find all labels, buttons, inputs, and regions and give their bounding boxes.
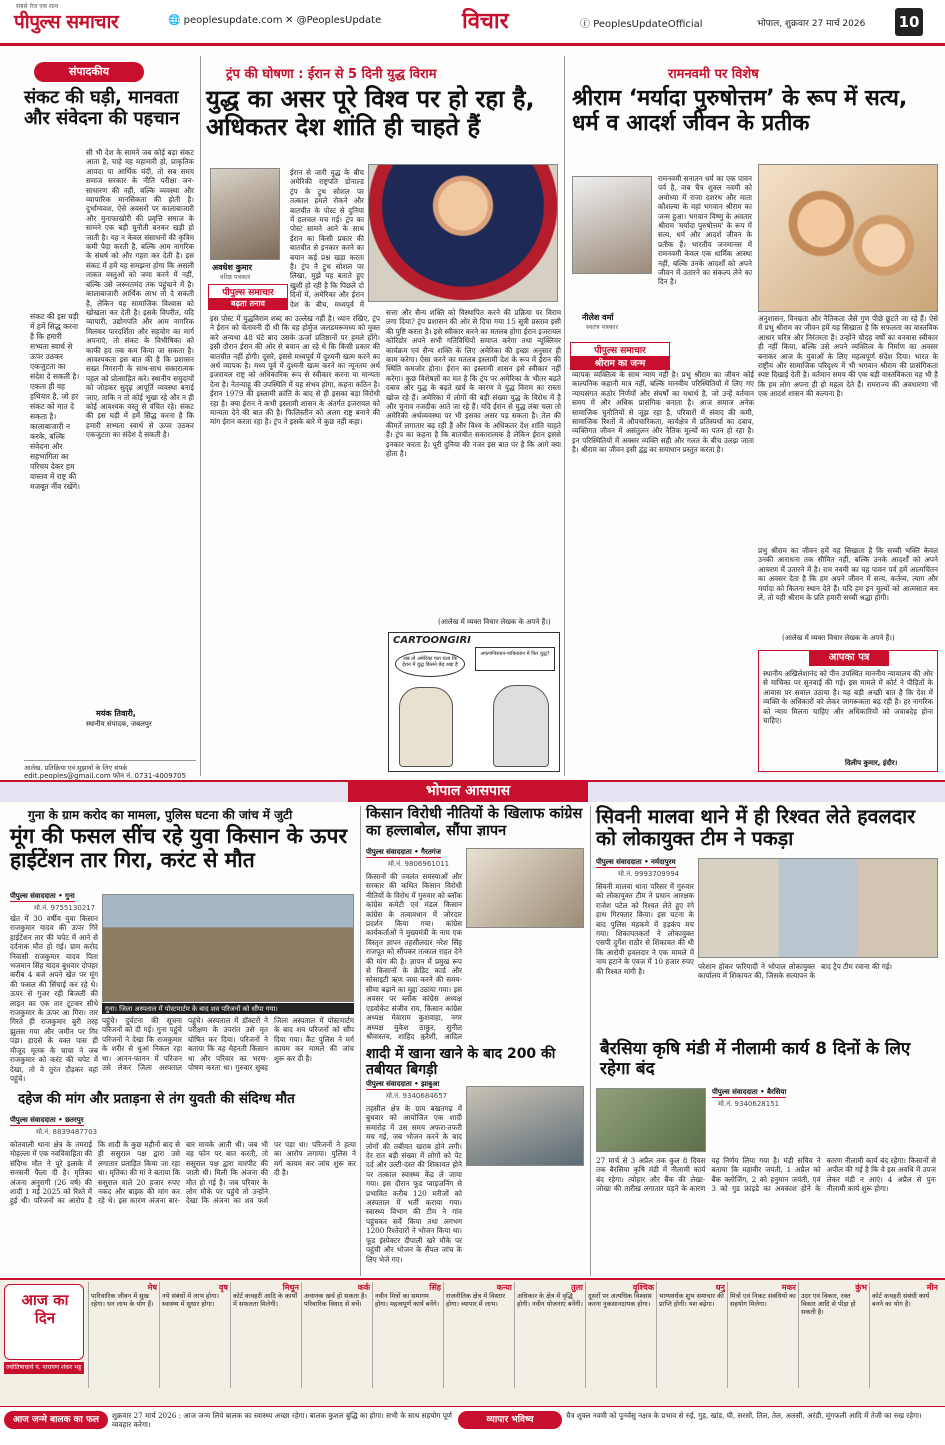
rashi-name: मिथुन bbox=[282, 1283, 299, 1292]
story-guna bbox=[6, 806, 356, 1086]
rashi-name: मेष bbox=[147, 1283, 157, 1292]
author-photo bbox=[572, 176, 652, 274]
letter-author: दिलीप कुमार, इंदौर। bbox=[845, 759, 898, 767]
story-photo bbox=[466, 1086, 584, 1166]
ram-article bbox=[568, 52, 940, 777]
signs-grid bbox=[88, 1282, 940, 1390]
story-byline: पीपुल्स संवाददाता • नर्मदापुरम bbox=[596, 858, 676, 866]
rashi-cell bbox=[372, 1282, 443, 1388]
story-photo bbox=[596, 1088, 706, 1152]
story-gairatganj bbox=[364, 806, 586, 1042]
rashi-cell bbox=[230, 1282, 301, 1388]
rashi-name: मीन bbox=[926, 1283, 938, 1292]
trade-label: व्यापार भविष्य bbox=[458, 1411, 562, 1429]
cartoon-label: CARTOONGIRI bbox=[393, 635, 471, 646]
story-photo bbox=[466, 848, 584, 928]
rashi-text: उदर एवं विकार, रक्त विकार आदि से पीड़ा हो सकती है। bbox=[801, 1292, 856, 1316]
contact-email[interactable]: edit.peoples@gmail.com फोन नं. 0731-4009705 bbox=[24, 772, 187, 780]
rashi-text: अधिकार के क्षेत्र में वृद्धि होगी। नवीन योजनाएं बनेंगी। bbox=[517, 1292, 583, 1308]
story-byline: पीपुल्स संवाददाता • झाबुआ bbox=[366, 1080, 440, 1088]
page-number: 10 bbox=[895, 8, 923, 36]
ram-kicker: रामनवमी पर विशेष bbox=[668, 67, 759, 82]
column-divider bbox=[360, 806, 361, 1276]
author-photo bbox=[210, 168, 280, 260]
rashi-cell bbox=[869, 1282, 940, 1388]
editorial-side-text: संकट की इस घड़ी में हमें सिद्ध करना है कि हमारी सभ्यता स्वार्थ से ऊपर उठकर एकजुटता का संदेश दे सकती है। एकता ही वह हथियार है, जो हर संकट को मात दे सकता है। कालाबाजारी न करके, बल्कि संवेदना और सहभागिता का परिचय देकर हम वास्तव में राष्ट्र की मजबूत नींव रखेंगे। bbox=[30, 312, 80, 491]
rashi-text: भाग्यवर्धक शुभ समाचार की प्राप्ति होगी। यश बढ़ेगा। bbox=[659, 1292, 724, 1308]
cartoon-figure-1 bbox=[399, 687, 453, 767]
column-divider bbox=[564, 56, 565, 776]
column-divider bbox=[590, 806, 591, 1276]
rashi-name: धनु bbox=[715, 1283, 725, 1292]
story-kicker: गुना के ग्राम करोद का मामला, पुलिस घटना की जांच में जुटी bbox=[28, 808, 293, 822]
rashi-name: कुंभ bbox=[855, 1283, 867, 1292]
letter-body: स्थानीय अखिलेशानंद को पीन उपस्थित माननीय न्यायालय की ओर से याचिका पर सुनवाई की गई। इस मामले में कोर्ट ने पीड़ितों के आवास पर सवाल उठाया है। यह बड़ी अच्छी बात है कि देश में व्यक्ति के अधिकारों को लेकर जागरूकता बढ़ रही है। हर नागरिक को न्याय मिलना चाहिए और अधिकारियों को जवाबदेह होना चाहिए। bbox=[763, 669, 933, 726]
rashi-text: मित्रों एवं निकट संबंधियों का सहयोग मिलेगा। bbox=[730, 1292, 796, 1308]
story-caption: गुना। जिला अस्पताल में पोस्टमार्टम के बाद शव परिजनों को सौंपा गया। bbox=[102, 1003, 354, 1014]
story-mobile: मो.नं. 9755130217 bbox=[34, 904, 96, 912]
paper-logo[interactable]: पीपुल्स समाचार bbox=[14, 11, 119, 33]
story-byline: पीपुल्स संवाददाता • गैरतगंज bbox=[366, 848, 441, 856]
rashi-cell bbox=[656, 1282, 727, 1388]
website-link[interactable]: 🌐 peoplesupdate.com bbox=[168, 15, 283, 26]
story-body: खेत में 30 वर्षीय युवा किसान राजकुमार यादव की ऊपर गिरे हाईटेंशन तार की चपेट में आने से दर्दनाक मौत हो गई। ग्राम करोद निवासी राजकुमार यादव पिता भजमान सिंह यादव बुधवार दोपहर करीब 4 बजे अपने खेत पर मूंग की फसल की सिंचाई कर रहे थे। ऊपर से गुजर रही बिजली की लाइन का एक तार टूटकर सीधे राजकुमार के ऊपर आ गिरा। तार गिरते ही राजकुमार बुरी तरह झुलस गया और जमीन पर गिर पड़ा। हादसे के वक्त पास ही मौजूद मृतक के चाचा ने जब राजकुमार को करंट की चपेट में देखा, तो वे तुरंत दौड़कर वहां पहुंचे। bbox=[10, 914, 98, 1083]
rashi-cell bbox=[727, 1282, 798, 1388]
story-chhatarpur bbox=[6, 1092, 356, 1272]
editorial-label: संपादकीय bbox=[34, 62, 144, 82]
rashi-name: सिंह bbox=[429, 1283, 441, 1292]
x-handle-link[interactable]: ✕ @PeoplesUpdate bbox=[285, 15, 382, 26]
story-headline: दहेज की मांग और प्रताड़ना से तंग युवती की संदिग्ध मौत bbox=[18, 1091, 295, 1107]
war-body-3: सत्ता और सैन्य शक्ति को विस्थापित करने की प्रक्रिया पर विराम लगा दिया? ट्रंप प्रशासन की ओर से दिया गया 15 सूत्री प्रस्ताव इसी की पुष्टि करता है। इसे स्वीकार करने का मतलब होगा ईरान इजरायल कोरिडोर अपने सभी गतिविधियों समाप्त करेगा तथा न्यूक्लियर कार्यक्रम एवं सैन्य शक्ति के लिए अमेरिका की इच्छा अनुसार ही काम करेगा। ऐसा करने का मतलब इस्लामी देश के रूप में ईरान की स्थिति कमजोर होना। ईरान का इस्लामी शासन इसे स्वीकार नहीं करेगा। कुछ विशेषज्ञों का मत है कि ट्रंप पर अमेरिका के भीतर बढ़ते दबाव और युद्ध के बढ़ते खर्च के कारण वे युद्ध विराम का रास्ता खोज रहे हैं। अमेरिका में लोगों की बड़ी संख्या युद्ध के विरोध में है और चुनाव नजदीक आते जा रहे हैं। यदि ईरान से युद्ध लंबा चला तो अमेरिकी अर्थव्यवस्था पर भी इसका असर पड़ सकता है। तेल की कीमतें लगातार बढ़ रही हैं और विश्व के अधिकतर देश शांति चाहते हैं। ट्रंप का कहना है कि बातचीत सकारात्मक है लेकिन ईरान इससे इनकार करता है। पूरी दुनिया की नजर इस बात पर है कि आगे क्या होता है। bbox=[386, 308, 561, 459]
editorial-author: मयंक तिवारी, bbox=[96, 709, 136, 718]
globe-icon: 🌐 bbox=[168, 15, 181, 26]
born-label: आज जन्मे बालक का फल bbox=[4, 1411, 108, 1429]
war-article bbox=[206, 52, 561, 777]
column-divider bbox=[200, 56, 201, 776]
war-author: अवधेश कुमार bbox=[212, 263, 252, 272]
rashi-name: मकर bbox=[781, 1283, 796, 1292]
rashi-name: कन्या bbox=[496, 1283, 512, 1292]
rashi-text: राजनीतिक क्षेत्र में विस्तार होगा। व्यापार में लाभ। bbox=[446, 1292, 506, 1308]
masthead bbox=[0, 0, 945, 46]
rashi-name: वृश्चिक bbox=[632, 1283, 654, 1292]
rashi-cell bbox=[798, 1282, 869, 1388]
story-mobile: मो.नं. 9993709994 bbox=[618, 870, 680, 878]
story-body: सिवनी मालवा थाना परिसर में गुरुवार को लोकायुक्त टीम ने प्रधान आरक्षक राजेश पटेल को रिश्वत लेते हुए रंगे हाथ गिरफ्तार किया। इस घटना के बाद पुलिस महकमे में हड़कंप मच गया। शिकायतकर्ता ने लोकायुक्त एसपी दुर्गेश राठौर से शिकायत की थी कि आरोपी हवलदार ने एक मामले में नाम हटाने के एवज में 10 हजार रुपए की रिश्वत मांगी है। bbox=[596, 882, 694, 976]
story-headline: सिवनी मालवा थाने में ही रिश्वत लेते हवलदार को लोकायुक्त टीम ने पकड़ा bbox=[596, 805, 916, 851]
rashi-name: कर्क bbox=[357, 1283, 370, 1292]
rashi-text: कोर्ट कचहरी आदि के कार्यों में सफलता मिलेगी। bbox=[233, 1292, 298, 1308]
war-body-1: ईरान से जारी युद्ध के बीच अमेरिकी राष्ट्रपति डोनाल्ड ट्रंप के ट्रूथ सोशल पर तत्काल हमले रोकने और बातचीत के पोस्ट से दुनिया में हलचल मच गई। ट्रंप का पोस्ट सामने आने के साथ ईरान का किसी प्रकार की बातचीत से इनकार करने का बयान कई प्रश्न खड़ा करता है। ट्रंप ने ट्रूथ सोशल पर लिखा, मुझे यह बताते हुए खुशी हो रही है कि पिछले दो दिनों में, अमेरिका और ईरान देश के बीच, मध्यपूर्व में bbox=[290, 168, 364, 308]
ram-body-2: अनुशासन, विनम्रता और नैतिकता जैसे गुण पीछे छूटते जा रहे हैं। ऐसे में प्रभु श्रीराम का जीवन हमें यह सिखाता है कि सफलता का वास्तविक आधार चरित्र और निरंतरता है। उन्होंने चौदह वर्षों का वनवास स्वीकार ही नहीं किया, बल्कि उसे अपने व्यक्तित्व के निर्माण का अवसर बनाकर आज के युवाओं के लिए महत्वपूर्ण संदेश दिया। भारत के राष्ट्रीय और सामाजिक परिदृश्य में भी भगवान श्रीराम की प्रासंगिकता स्पष्ट दिखाई देती है। वर्तमान समय की एक बड़ी वास्तविकता यह भी है कि हम लोग अपना ही हो महत्व देते हैं। रामराज्य की अवधारणा भी एक आदर्श शासन की कल्पना है। bbox=[758, 314, 938, 399]
war-badge: पीपुल्स समाचार बढ़ता तनाव bbox=[208, 284, 288, 310]
rashi-cell bbox=[443, 1282, 514, 1388]
rashi-text: पारिवारिक जीवन में सुख रहेगा। धन लाभ के योग हैं। bbox=[91, 1292, 154, 1308]
editorial-headline: संकट की घड़ी, मानवता और संवेदना की पहचान bbox=[24, 87, 180, 129]
war-body-2: इस पोस्ट में युद्धविराम शब्द का उल्लेख नहीं है। ध्यान रखिए, ट्रंप ने ईरान को चेतावनी दी थी कि वह होर्मुज जलडमरूमध्य को मुक्त करे अन्यथा 48 घंटे बाद उसके ऊर्जा प्रतिष्ठानों पर हमले होंगे। इसी दौरान ईरान की ओर से बयान आ रहे थे कि किसी प्रकार की बातचीत नहीं होगी। दूसरे, इससे मध्यपूर्व में दुश्मनी खत्म करने का अर्थ व्यापक है। मध्य पूर्व में दुश्मनी खत्म करने का न्यूनतम अर्थ इजरायल राष्ट्र को अधिकारिक रूप से स्वीकार करना या मान्यता देना है। नेतन्याहू की उपस्थिति में यह संभव होगा, कहना कठिन है। ईरान 1979 की इस्लामी क्रांति के बाद से ही इसका बड़ा विरोधी रहा है। क्या ईरान ने कभी इस्लामी शासन के अंतर्गत इजरायल को मान्यता देने की बात की है। फिलिस्तीन को अलग राष्ट्र बनाने की मांग ईरान करता रहा है। ट्रंप ने इसके बारे में कुछ नहीं कहा। bbox=[210, 314, 380, 427]
rashi-text: नये संबंधों में लाभ होगा। स्वास्थ्य में सुधार होगा। bbox=[162, 1292, 219, 1308]
cartoon-figure-2 bbox=[493, 685, 549, 767]
story-mobile: मो.नं. 9340684657 bbox=[386, 1092, 448, 1100]
astrologer: ज्योतिषाचार्य पं. नारायण शंकर भट्ट bbox=[4, 1362, 84, 1374]
ram-photo bbox=[758, 164, 938, 312]
born-text: शुक्रवार 27 मार्च 2026 : आज जन्म लिये बालक का स्वास्थ्य अच्छा रहेगा। बालक कुशल बुद्धि का होगा। सभी के साथ सहयोग पूर्ण व्यवहार करेगा। bbox=[112, 1411, 452, 1430]
facebook-link[interactable]: ⓕ PeoplesUpdateOfficial bbox=[580, 19, 703, 30]
local-band-title: भोपाल आसपास bbox=[348, 780, 588, 802]
story-jhabua bbox=[364, 1046, 586, 1274]
rashi-cell bbox=[159, 1282, 230, 1388]
cartoon-bubble-2: अफगानिस्तान-पाकिस्तान में फिर युद्ध? bbox=[475, 647, 555, 671]
rashi-text: अचानक खर्च हो सकता है। परिवारिक विवाद से बचें। bbox=[304, 1292, 367, 1308]
issue-date: भोपाल, शुक्रवार 27 मार्च 2026 bbox=[757, 19, 866, 29]
story-byline: पीपुल्स संवाददाता • गुना bbox=[10, 892, 75, 900]
editorial-author-place: स्थानीय संपादक, जबलपुर bbox=[86, 720, 152, 728]
footer-strip bbox=[0, 1406, 945, 1445]
story-headline: शादी में खाना खाने के बाद 200 की तबीयत बिगड़ी bbox=[366, 1046, 556, 1079]
ram-author-role: स्वतंत्र पत्रकार bbox=[586, 323, 619, 331]
story-byline: पीपुल्स संवाददाता • छतरपुर bbox=[10, 1116, 84, 1124]
story-body: तहसील क्षेत्र के ग्राम बखतगढ़ में बुधवार को आयोजित एक शादी समारोह में उस समय अफरा-तफरी मच गई, जब भोजन करने के बाद लोगों की तबीयत खराब होने लगी। देर रात बड़ी संख्या में लोगों को पेट दर्द और उल्टी-दस्त की शिकायत होने पर तत्काल स्वास्थ्य केंद्र ले जाया गया। इस दौरान फूड प्वाइजनिंग से प्रभावित करीब 120 मरीजों को अस्पताल में भर्ती कराया गया। स्वास्थ्य विभाग की टीम ने गांव पहुंचकर सर्वे किया तथा लगभग 1200 रिश्तेदारों ने भोजन किया था। फूड इंस्पेक्टर दीपाली खरे मौके पर पहुंची और भोजन के सैंपल जांच के लिए भेजे गए। bbox=[366, 1104, 462, 1264]
trade-text: चैत्र शुक्ल नवमी को पुनर्वसु नक्षत्र के प्रभाव से रुई, गुड़, खांड, घी, सरसों, तिल, तेल, अलसी, अरंडी, मूंगफली आदि में तेजी का रुख रहेगा। bbox=[566, 1411, 922, 1420]
cartoon-box bbox=[388, 632, 560, 772]
ram-author: नीलेश वर्मा bbox=[582, 313, 614, 322]
war-kicker: ट्रंप की घोषणा : ईरान से 5 दिनी युद्ध विराम bbox=[226, 67, 437, 82]
story-body: कोतवाली थाना क्षेत्र के तमराई मोहल्ला में एक नवविवाहिता की संदिग्ध मौत ने पूरे इलाके में सनसनी फैला दी है। मृतिका अंजना अनुरागी (26 वर्ष) की शादी 1 मई 2025 को रिश्ते में हुई थी। परिजनों का आरोप है कि शादी के कुछ महीनों बाद से ही ससुराल पक्ष द्वारा उसे लगातार प्रताड़ित किया जा रहा था। मृतिका की मां ने बताया कि ससुराल वाले 20 हजार रुपए नकद और बाइक की मांग कर रहे थे। इस कारण अंजना बार-बार मायके आती थी। जब भी वह फोन पर बात करती, तो ससुराल पक्ष द्वारा मारपीट की जाती थी। मिली कि अंजना की मौत हो गई है। जब परिवार के लोग मौके पर पहुंचे तो उन्होंने देखा कि अंजना का शव फर्श पर पड़ा था। परिजनों ने हत्या का आरोप लगाया। पुलिस ने मर्ग कायम कर जांच शुरू कर दी है। bbox=[10, 1140, 356, 1206]
rashi-cell bbox=[88, 1282, 159, 1388]
story-caption: परेशान होकर फरियादी ने भोपाल लोकायुक्त कार्यालय में शिकायत की, जिसके सत्यापन के बाद ट्रैप टीम रवाना की गई। bbox=[698, 962, 893, 981]
trump-photo bbox=[368, 164, 558, 302]
story-photo bbox=[102, 894, 354, 1002]
letter-title: आपका पत्र bbox=[809, 650, 889, 666]
rashi-cell bbox=[585, 1282, 656, 1388]
war-author-note: (आलेख में व्यक्त विचार लेखक के अपने हैं।) bbox=[438, 618, 551, 626]
rashi-name: वृष bbox=[218, 1283, 228, 1292]
section-title: विचार bbox=[462, 9, 509, 34]
war-headline: युद्ध का असर पूरे विश्व पर हो रहा है, अधिकतर देश शांति ही चाहते हैं bbox=[206, 85, 535, 141]
editorial-body: सी भी देश के सामने जब कोई बड़ा संकट आता है, चाहे वह महामारी हो, प्राकृतिक आपदा या आर्थिक मंदी, तो सब समय समाज सरकार के नीति परीक्षा जन-साधारण की नहीं, बल्कि व्यवस्था और व्यापारिक मानसिकता की होती है। दुर्भाग्यवश, ऐसे अवसरों पर कालाबाजारी और मुनाफाखोरी की प्रवृत्ति समाज के सामने एक बड़ी चुनौती बनकर खड़ी हो जाती है। यह न केवल संसाधनों की कृत्रिम कमी पैदा करती है, बल्कि आम नागरिक के संघर्ष को और गहरा कर देती है। इस संकट में हमें यह समझना होगा कि असली ताकत वस्तुओं को जमा करने में नहीं, बल्कि उसे जरूरतमंद तक पहुंचाने में है। कालाबाजारी आर्थिक लाभ तो दे सकती है, लेकिन यह सामाजिक विश्वास को खोखला कर देती है। इसके विपरीत, यदि व्यापारी, उद्योगपति और आम नागरिक मिलकर पारदर्शिता और सहयोग का मार्ग अपनाएं, तो संकट के विभीषिका को काफी हद तक कम किया जा सकता है। आवश्यकता इस बात की है कि प्रशासन सख्त निगरानी के साथ-साथ सकारात्मक पहल को प्रोत्साहित करे। स्थानीय समुदायों को जोड़कर सुदृढ़ आपूर्ति व्यवस्था बनाई जाए, ताकि न तो कोई भूखा रहे और न ही कोई आवश्यक वस्तु से वंचित रहे। संकट की इस घड़ी में हमें सिद्ध करना है कि हमारी सभ्यता स्वार्थ से ऊपर उठकर एकजुटता का संदेश दे सकती है। bbox=[86, 148, 194, 440]
facebook-icon: ⓕ bbox=[580, 19, 590, 30]
story-body: किसानों की ज्वलंत समस्याओं और सरकार की कथित किसान विरोधी नीतियों के विरोध में गुरुवार को ब्लॉक कांग्रेस कमेटी एवं मंडल किसान कांग्रेस के तत्वावधान में जोरदार प्रदर्शन किया गया। कांग्रेस कार्यकर्ताओं ने मुख्यमंत्री के नाम एक विस्तृत ज्ञापन तहसीलदार नरेश सिंह राजपूत को सौंपकर तत्काल राहत देने की मांग की है। ज्ञापन में प्रमुख रूप से किसानों के क्रेडिट कार्ड और सोसाइटी ऋण जमा करने की समय-सीमा बढ़ाने का मुद्दा उठाया गया। इस अवसर पर ब्लॉक कांग्रेस अध्यक्ष एडवोकेट संजीव राय, किसान कांग्रेस अध्यक्ष मेवाराम कुशवाहा, नगर अध्यक्ष मुकेश ठाकुर, सुनील श्रीवास्तव, शाहिद कुरैशी, आदिल bbox=[366, 872, 462, 1040]
aaj-ka-din-box bbox=[4, 1284, 84, 1360]
rashi-text: नवीन मित्रों का समागम होगा। महत्वपूर्ण कार्य बनेंगे। bbox=[375, 1292, 440, 1308]
story-berasia bbox=[594, 1040, 940, 1274]
aaj-ka-din-title: आज का दिन bbox=[21, 1291, 69, 1327]
ram-body-1: रामनवमी सनातन धर्म का एक पावन पर्व है, जब चैत्र शुक्ल नवमी को अयोध्या में राजा दशरथ और माता कौशल्या के यहां भगवान श्रीराम का जन्म हुआ। भगवान विष्णु के अवतार श्रीराम 'मर्यादा पुरुषोत्तम' के रूप में सत्य, धर्म और आदर्श जीवन के प्रतीक हैं। भारतीय जनमानस में रामनवमी केवल एक धार्मिक आस्था नहीं, बल्कि उनके आदर्शों को अपने जीवन में उतारने का संकल्प लेने का दिन है। bbox=[658, 174, 752, 287]
contact-line: आलेख, प्रतिक्रिया एवं सुझावों के लिए संपर्क bbox=[24, 764, 128, 772]
story-body-2: पहुंचे। दुर्घटना की सूचना परिजनों को दी गई। गुना पहुंचे परिजनों ने देखा कि राजकुमार के शरीर से धुआं निकल रहा था। आनन-फानन में परिजन उसे लेकर जिला अस्पताल पहुंचे। अस्पताल में डॉक्टरों ने परीक्षण के उपरांत उसे मृत घोषित कर दिया। परिजनों ने बताया कि वह मेहनती किसान था और परिवार का भरण-पोषण करता था। गुरुवार सुबह जिला अस्पताल में पोस्टमार्टम के बाद शव परिजनों को सौंप दिया गया। कैंट पुलिस ने मर्ग कायम कर मामले की जांच शुरू कर दी है। bbox=[102, 1016, 354, 1073]
story-headline: बैरसिया कृषि मंडी में नीलामी कार्य 8 दिनों के लिए रहेगा बंद bbox=[600, 1039, 911, 1079]
story-seoni bbox=[594, 806, 940, 1034]
ram-badge: पीपुल्स समाचार श्रीराम का जन्म bbox=[570, 342, 670, 370]
story-body: 27 मार्च से 3 अप्रैल तक कुल 8 दिवस तक बैरसिया कृषि मंडी में नीलामी कार्य बंद रहेगा। त्योहार और बैंक की लेखा-जोखा की तारीख लगातार पड़ने के कारण यह निर्णय लिया गया है। मंडी सचिव ने बताया कि महावीर जयंती, 1 अप्रैल को बैंक क्लोजिंग, 2 को हनुमान जयंती, एवं 3 को गुड फ्राइडे का अवकाश होने के कारण नीलामी कार्य बंद रहेगा। किसानों से अपील की गई है कि वे इस अवधि में उपज लेकर मंडी न आएं। 4 अप्रैल से पुनः नीलामी कार्य शुरू होगा। bbox=[596, 1156, 936, 1194]
ram-body-4: प्रभु श्रीराम का जीवन हमें यह सिखाता है कि सच्ची भक्ति केवल उनकी आराधना तक सीमित नहीं, बल्कि उनके आदर्शों को अपने आचरण में उतारने में है। राम नवमी का यह पावन पर्व हमें आत्मचिंतन का अवसर देता है कि हम अपने जीवन में सत्य, कर्तव्य, त्याग और मर्यादा को कितना स्थान देते हैं। यदि हम इन मूल्यों को आत्मसात कर लें, तो यही श्रीराम के प्रति हमारी सच्ची श्रद्धा होगी। bbox=[758, 546, 938, 603]
rashifal-strip bbox=[0, 1278, 945, 1406]
rashi-name: तुला bbox=[570, 1283, 583, 1292]
rashi-text: कोर्ट कचहरी संबंधी कार्य बनने का योग है। bbox=[872, 1292, 930, 1308]
letter-box bbox=[758, 650, 938, 772]
rashi-text: दूसरों पर अत्यधिक विश्वास करना नुकसानदायक होगा। bbox=[588, 1292, 652, 1308]
story-headline: किसान विरोधी नीतियों के खिलाफ कांग्रेस का हल्लाबोल, सौंपा ज्ञापन bbox=[366, 806, 583, 839]
story-photo bbox=[698, 858, 938, 958]
story-mobile: मो.नं. 9340628151 bbox=[718, 1100, 780, 1108]
cartoon-bubble-1: अब तो अमेरिका पता चला कि ईरान में युद्ध किसने छेड़ रखा है bbox=[395, 651, 465, 677]
x-icon: ✕ bbox=[285, 15, 294, 26]
story-headline: मूंग की फसल सींच रहे युवा किसान के ऊपर हाईटेंशन तार गिरा, करंट से मौत bbox=[10, 824, 348, 873]
editorial-column bbox=[6, 52, 196, 742]
rashi-cell bbox=[301, 1282, 372, 1388]
tagline: सबसे तेज एक साथ bbox=[16, 3, 59, 10]
rashi-cell bbox=[514, 1282, 585, 1388]
story-mobile: मो.नं. 8839487703 bbox=[36, 1128, 98, 1136]
war-author-role: वरिष्ठ पत्रकार bbox=[220, 273, 251, 281]
ram-body-3: व्यापक व्यक्तित्व के साथ न्याय नहीं है। प्रभु श्रीराम का जीवन कोई काल्पनिक कहानी मात्र नहीं, बल्कि मानवीय परिस्थितियों में लिए गए न्यायसंगत कठोर निर्णयों और संघर्षों का यथार्थ है, जो उन्हें वर्तमान समय में और अधिक प्रासंगिक बनाता है। आज समाज अनेक सामाजिक चुनौतियों से जूझ रहा है, परिवारों में संवाद की कमी, सामाजिक रिश्तों में औपचारिकता, कार्यक्षेत्र में प्रतिस्पर्धा का दबाव, व्यक्तिगत जीवन में असंतुलन और नैतिक मूल्यों का पतन हो रहा है। इन परिस्थितियों में अक्सर व्यक्ति सही और गलत के बीच उलझ जाता है। श्रीराम का जीवन इसी द्वंद्व का समाधान प्रस्तुत करता है। bbox=[572, 370, 754, 455]
story-mobile: मो.नं. 9806961011 bbox=[388, 860, 450, 868]
story-byline: पीपुल्स संवाददाता • बैरसिया bbox=[712, 1088, 787, 1096]
ram-headline: श्रीराम ‘मर्यादा पुरुषोत्तम’ के रूप में सत्य, धर्म व आदर्श जीवन के प्रतीक bbox=[572, 86, 908, 137]
ram-author-note: (आलेख में व्यक्त विचार लेखक के अपने हैं।) bbox=[782, 634, 895, 642]
